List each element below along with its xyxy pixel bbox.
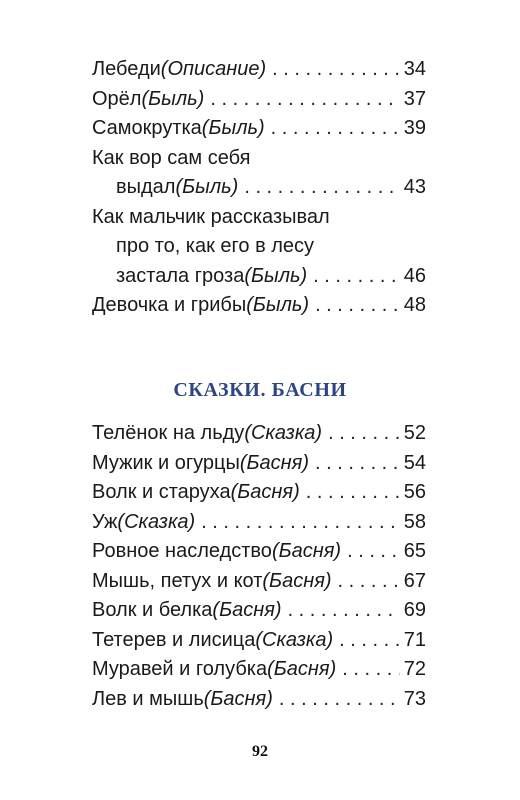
toc-entry-title: Как мальчик рассказывал [92,205,330,228]
toc-entry-genre: (Басня) [271,540,342,562]
toc-entry-title: застала гроза [116,264,245,287]
toc-entry [92,655,426,685]
toc-entry-page: 37 [403,87,426,110]
toc-entry [92,685,426,715]
toc-entry-title: Мышь, петух и кот [92,569,263,592]
toc-entry [92,626,426,656]
toc-entry-line [92,232,426,262]
toc-entry-line [92,144,426,174]
toc-entry-line [92,203,426,233]
toc-entry-genre: (Быль) [246,294,310,316]
toc-entry-genre: (Басня) [262,569,332,592]
toc-entry-page: 52 [403,422,426,444]
toc-entry-page: 56 [403,481,426,503]
dot-leader [315,449,400,479]
toc-list-tales-fables [92,419,426,714]
section-heading: СКАЗКИ. БАСНИ [173,379,347,401]
toc-entry-title: Муравей и голубка [92,658,268,680]
toc-entry [92,203,426,292]
toc-entry-line [92,262,426,292]
toc-entry-genre: (Басня) [267,658,337,680]
toc-entry-page: 67 [403,569,426,592]
toc-entry-page: 46 [403,264,426,287]
toc-entry-page: 58 [403,510,426,533]
toc-entry-genre: (Описание) [160,58,267,80]
toc-entry-page: 65 [403,540,426,562]
toc-entry [92,55,426,85]
dot-leader [201,508,400,538]
dot-leader [347,537,400,567]
toc-entry-title: Девочка и грибы [92,294,247,316]
toc-entry-title: Волк и белка [92,599,213,621]
dot-leader [339,626,400,656]
dot-leader [328,419,400,449]
toc-entry-genre: (Быль) [244,264,308,287]
toc-entry-genre: (Быль) [201,117,265,139]
toc-entry-title: Тетерев и лисица [92,628,256,651]
toc-entry-page: 34 [403,58,426,80]
toc-entry [92,114,426,144]
dot-leader [315,291,400,321]
toc-entry-genre: (Сказка) [244,422,323,444]
toc-entry [92,85,426,115]
toc-entry [92,144,426,203]
toc-entry-line [92,85,426,115]
toc-entry-title: выдал [116,176,176,198]
toc-entry-line [92,291,426,321]
toc-entry-line [92,567,426,597]
toc-entry-page: 73 [403,687,426,710]
dot-leader [271,114,400,144]
toc-entry-page: 39 [403,117,426,139]
toc-entry-line [92,626,426,656]
dot-leader [272,55,400,85]
toc-entry-title: про то, как его в лесу [116,235,315,257]
toc-entry-title: Орёл [92,87,142,110]
toc-entry-title: Уж [92,510,118,533]
toc-entry [92,291,426,321]
toc-entry-genre: (Сказка) [117,510,196,533]
toc-entry-genre: (Басня) [230,481,300,503]
toc-entry-genre: (Быль) [141,87,205,110]
toc-entry-line [92,449,426,479]
toc-entry-page: 71 [403,628,426,651]
dot-leader [313,262,400,292]
toc-list-stories [92,55,426,321]
toc-entry-title: Лев и мышь [92,687,204,710]
toc-entry-title: Ровное наследство [92,540,272,562]
toc-entry [92,508,426,538]
toc-entry-title: Как вор сам себя [92,146,251,169]
dot-leader [338,567,400,597]
toc-entry-page: 48 [403,294,426,316]
toc-entry-line [92,114,426,144]
toc-entry-page: 43 [403,176,426,198]
toc-entry [92,567,426,597]
toc-entry-line [92,596,426,626]
toc-entry-genre: (Басня) [239,451,309,474]
page-number: 92 [252,743,268,760]
toc-entry [92,478,426,508]
dot-leader [288,596,400,626]
toc-entry-line [92,655,426,685]
toc-entry-title: Мужик и огурцы [92,451,240,474]
toc-entry-genre: (Сказка) [255,628,334,651]
toc-entry-genre: (Басня) [212,599,282,621]
toc-entry-line [92,55,426,85]
toc-entry-title: Телёнок на льду [92,422,245,444]
toc-entry-genre: (Басня) [203,687,273,710]
dot-leader [279,685,400,715]
toc-entry [92,419,426,449]
dot-leader [306,478,400,508]
toc-entry-page: 54 [403,451,426,474]
toc-entry-title: Лебеди [92,58,161,80]
toc-entry-page: 69 [403,599,426,621]
dot-leader [244,173,399,203]
dot-leader [342,655,400,685]
toc-entry-line [92,537,426,567]
toc-entry-title: Самокрутка [92,117,202,139]
dot-leader [210,85,399,115]
toc-entry-title: Волк и старуха [92,481,231,503]
toc-entry-line [92,419,426,449]
toc-entry [92,596,426,626]
toc-entry-line [92,685,426,715]
toc-entry-line [92,173,426,203]
toc-entry-line [92,478,426,508]
toc-entry [92,537,426,567]
toc-entry-page: 72 [403,658,426,680]
toc-entry-genre: (Быль) [175,176,239,198]
toc-entry [92,449,426,479]
toc-entry-line [92,508,426,538]
